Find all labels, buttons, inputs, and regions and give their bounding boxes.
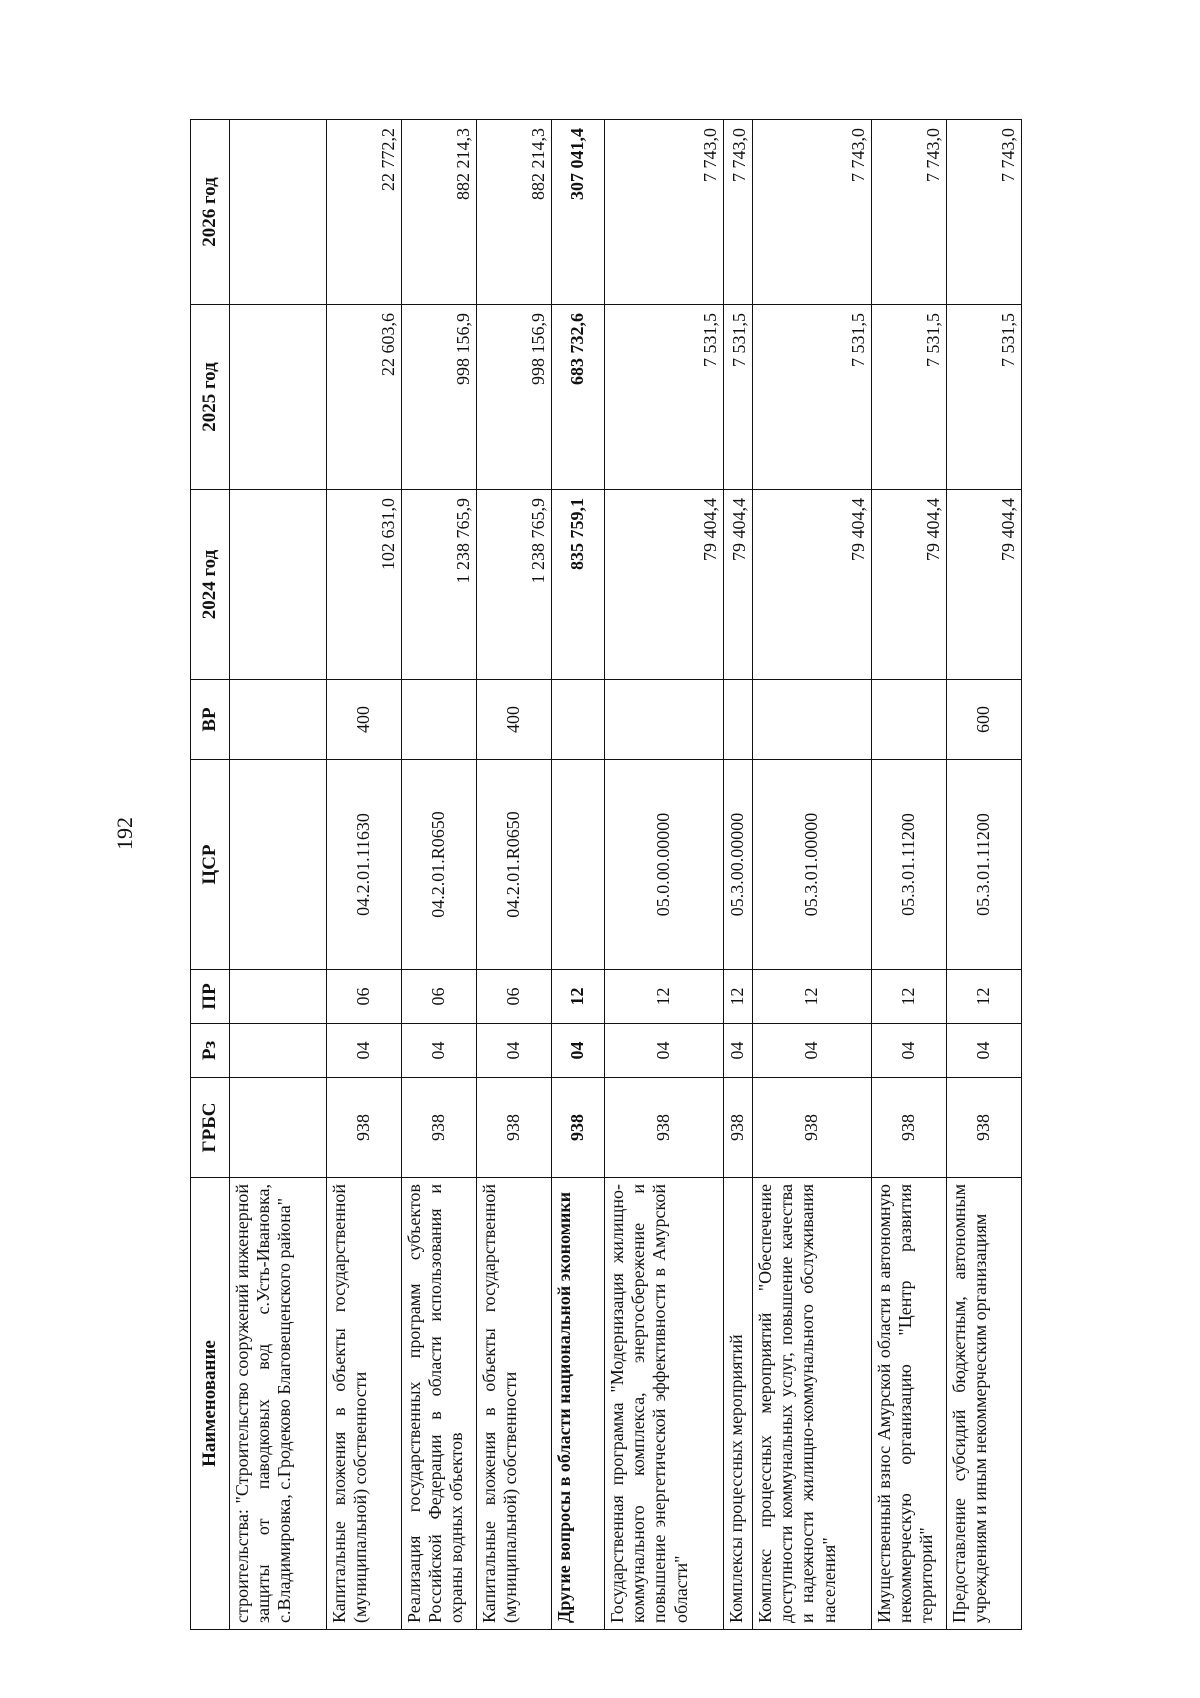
- table-row: [947, 120, 1022, 1630]
- cell-rz: 04: [552, 1024, 605, 1078]
- cell-pr: 06: [402, 970, 477, 1024]
- cell-grbs: 938: [872, 1078, 947, 1178]
- cell-rz: 04: [724, 1024, 753, 1078]
- table-row: [724, 120, 753, 1630]
- table-header-row: [191, 120, 230, 1630]
- table-row: [477, 120, 552, 1630]
- header-csr: ЦСР: [191, 760, 230, 970]
- cell-csr: [552, 760, 605, 970]
- cell-pr: 12: [552, 970, 605, 1024]
- cell-name: Государственная программа "Модернизация жилищно-коммунального комплекса, энергосбережение и повышение энергетической эффективности в Амурской области": [605, 1178, 724, 1630]
- cell-pr: 06: [327, 970, 402, 1024]
- cell-name: Капитальные вложения в объекты государственной (муниципальной) собственности: [477, 1178, 552, 1630]
- cell-vr: 600: [947, 680, 1022, 760]
- cell-grbs: 938: [724, 1078, 753, 1178]
- cell-2024: 835 759,1: [552, 490, 605, 680]
- cell-csr: 04.2.01.R0650: [402, 760, 477, 970]
- header-pr: ПР: [191, 970, 230, 1024]
- cell-pr: 12: [872, 970, 947, 1024]
- cell-csr: 05.0.00.00000: [605, 760, 724, 970]
- cell-grbs: 938: [947, 1078, 1022, 1178]
- cell-rz: 04: [327, 1024, 402, 1078]
- cell-vr: 400: [327, 680, 402, 760]
- cell-grbs: [230, 1078, 327, 1178]
- cell-2026: 22 772,2: [327, 120, 402, 305]
- cell-2025: 22 603,6: [327, 305, 402, 490]
- cell-grbs: 938: [327, 1078, 402, 1178]
- cell-csr: 05.3.01.11200: [947, 760, 1022, 970]
- cell-csr: 05.3.00.00000: [724, 760, 753, 970]
- cell-2024: 79 404,4: [753, 490, 872, 680]
- table-row: [402, 120, 477, 1630]
- cell-csr: 05.3.01.00000: [753, 760, 872, 970]
- cell-rz: 04: [947, 1024, 1022, 1078]
- cell-2024: 1 238 765,9: [477, 490, 552, 680]
- cell-name: Реализация государственных программ субъектов Российской Федерации в области использования и охраны водных объектов: [402, 1178, 477, 1630]
- cell-rz: 04: [872, 1024, 947, 1078]
- cell-grbs: 938: [753, 1078, 872, 1178]
- cell-2024: 102 631,0: [327, 490, 402, 680]
- cell-pr: 12: [724, 970, 753, 1024]
- cell-2024: 79 404,4: [605, 490, 724, 680]
- cell-vr: [552, 680, 605, 760]
- cell-2025: 998 156,9: [402, 305, 477, 490]
- header-2024: 2024 год: [191, 490, 230, 680]
- table-row: [552, 120, 605, 1630]
- cell-csr: 04.2.01.11630: [327, 760, 402, 970]
- cell-rz: [230, 1024, 327, 1078]
- cell-2025: 7 531,5: [753, 305, 872, 490]
- header-2025: 2025 год: [191, 305, 230, 490]
- cell-2025: 683 732,6: [552, 305, 605, 490]
- cell-name: Капитальные вложения в объекты государственной (муниципальной) собственности: [327, 1178, 402, 1630]
- cell-vr: [402, 680, 477, 760]
- table-row: [872, 120, 947, 1630]
- cell-2026: 7 743,0: [724, 120, 753, 305]
- cell-pr: 12: [753, 970, 872, 1024]
- cell-pr: 12: [947, 970, 1022, 1024]
- cell-name: строительства: "Строительство сооружений инженерной защиты от паводковых вод с.Усть-Ивановка, с.Владимировка, с.Гродеково Благовещенского района": [230, 1178, 327, 1630]
- budget-table-container: [190, 120, 1090, 1630]
- cell-grbs: 938: [477, 1078, 552, 1178]
- cell-2025: 7 531,5: [872, 305, 947, 490]
- cell-csr: 04.2.01.R0650: [477, 760, 552, 970]
- cell-rz: 04: [753, 1024, 872, 1078]
- table-row: [753, 120, 872, 1630]
- cell-pr: 06: [477, 970, 552, 1024]
- cell-vr: [605, 680, 724, 760]
- cell-2025: [230, 305, 327, 490]
- cell-2026: 7 743,0: [753, 120, 872, 305]
- cell-2024: 1 238 765,9: [402, 490, 477, 680]
- cell-2025: 7 531,5: [724, 305, 753, 490]
- cell-2026: 882 214,3: [477, 120, 552, 305]
- header-grbs: ГРБС: [191, 1078, 230, 1178]
- cell-rz: 04: [605, 1024, 724, 1078]
- cell-pr: 12: [605, 970, 724, 1024]
- table-row: [327, 120, 402, 1630]
- cell-2026: 7 743,0: [872, 120, 947, 305]
- cell-2026: 7 743,0: [605, 120, 724, 305]
- cell-name: Комплексы процессных мероприятий: [724, 1178, 753, 1630]
- cell-2024: 79 404,4: [947, 490, 1022, 680]
- cell-rz: 04: [402, 1024, 477, 1078]
- cell-grbs: 938: [402, 1078, 477, 1178]
- cell-2026: 7 743,0: [947, 120, 1022, 305]
- cell-grbs: 938: [552, 1078, 605, 1178]
- cell-vr: [753, 680, 872, 760]
- cell-2024: 79 404,4: [872, 490, 947, 680]
- cell-2025: 7 531,5: [947, 305, 1022, 490]
- cell-2024: 79 404,4: [724, 490, 753, 680]
- cell-vr: [872, 680, 947, 760]
- cell-csr: 05.3.01.11200: [872, 760, 947, 970]
- cell-vr: [724, 680, 753, 760]
- cell-pr: [230, 970, 327, 1024]
- header-vr: ВР: [191, 680, 230, 760]
- cell-2024: [230, 490, 327, 680]
- cell-csr: [230, 760, 327, 970]
- cell-name: Комплекс процессных мероприятий "Обеспечение доступности коммунальных услуг, повышение качества и надежности жилищно-коммунального обслуживания населения": [753, 1178, 872, 1630]
- header-rz: Рз: [191, 1024, 230, 1078]
- cell-name: Предоставление субсидий бюджетным, автономным учреждениям и иным некоммерческим организациям: [947, 1178, 1022, 1630]
- table-row: [605, 120, 724, 1630]
- cell-2025: 7 531,5: [605, 305, 724, 490]
- page-number: 192: [112, 817, 137, 850]
- header-name: Наименование: [191, 1178, 230, 1630]
- cell-name: Другие вопросы в области национальной экономики: [552, 1178, 605, 1630]
- cell-2026: [230, 120, 327, 305]
- cell-grbs: 938: [605, 1078, 724, 1178]
- cell-vr: [230, 680, 327, 760]
- table-row: [230, 120, 327, 1630]
- header-2026: 2026 год: [191, 120, 230, 305]
- cell-rz: 04: [477, 1024, 552, 1078]
- cell-2026: 307 041,4: [552, 120, 605, 305]
- cell-name: Имущественный взнос Амурской области в автономную некоммерческую организацию "Центр развития территорий": [872, 1178, 947, 1630]
- cell-vr: 400: [477, 680, 552, 760]
- budget-table: [190, 119, 1022, 1630]
- cell-2025: 998 156,9: [477, 305, 552, 490]
- cell-2026: 882 214,3: [402, 120, 477, 305]
